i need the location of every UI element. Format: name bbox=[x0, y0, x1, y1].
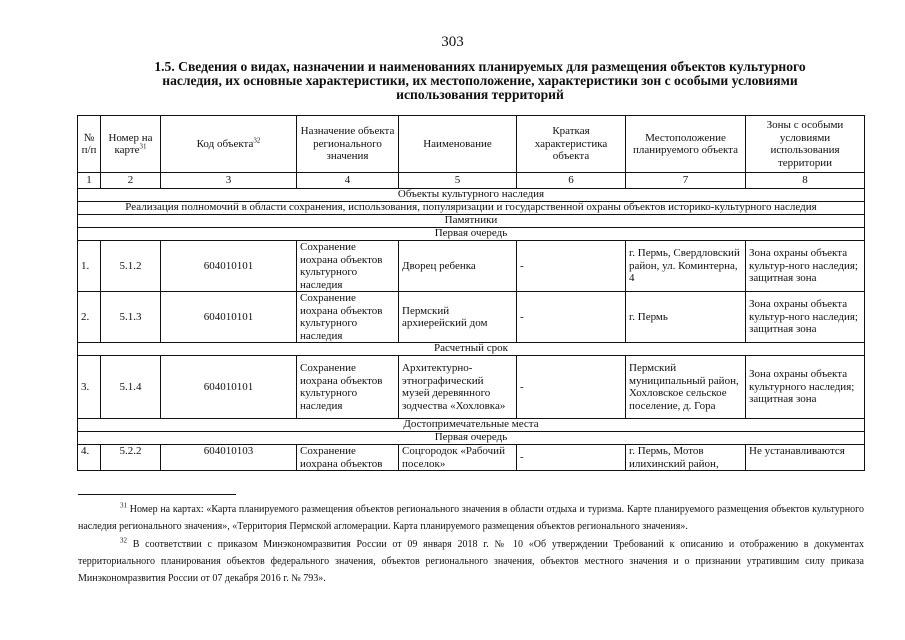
cell-num: 2. bbox=[78, 292, 101, 343]
band-row bbox=[78, 202, 865, 215]
column-number: 7 bbox=[626, 173, 746, 189]
cell-name: Соцгородок «Рабочий поселок» bbox=[399, 445, 517, 471]
cell-code: 604010103 bbox=[161, 445, 297, 471]
cell-zone: Не устанавливаются bbox=[746, 445, 865, 471]
cell-purpose: Сохранение иохрана объектов bbox=[297, 445, 399, 471]
header-location: Местоположение планируемого объекта bbox=[626, 116, 746, 173]
cell-purpose: Сохранение иохрана объектов культурного наследия bbox=[297, 241, 399, 292]
cell-purpose: Сохранение иохрана объектов культурного наследия bbox=[297, 292, 399, 343]
column-number: 3 bbox=[161, 173, 297, 189]
footnote: $^{31}$ Номер на картах: «Карта планируемого размещения объектов регионального значения в области отдыха и туризма. Карте планируемого размещения объектов культурного наследия регионального значения», «Территория Пермской агломерации. Карта планируемого размещения объектов регионального значения». bbox=[78, 501, 864, 532]
footnote-marker: 31 bbox=[120, 501, 127, 510]
cell-code: 604010101 bbox=[161, 292, 297, 343]
page-number: 303 bbox=[441, 34, 464, 50]
band-first-stage-2: Первая очередь bbox=[78, 432, 865, 445]
band-row bbox=[78, 432, 865, 445]
cell-map: 5.2.2 bbox=[101, 445, 161, 471]
header-name: Наименование bbox=[399, 116, 517, 173]
cell-code: 604010101 bbox=[161, 356, 297, 419]
header-brief: Краткая характеристика объекта bbox=[517, 116, 626, 173]
column-number: 6 bbox=[517, 173, 626, 189]
column-number: 8 bbox=[746, 173, 865, 189]
cell-num: 4. bbox=[78, 445, 101, 471]
column-number: 2 bbox=[101, 173, 161, 189]
cell-num: 3. bbox=[78, 356, 101, 419]
cell-purpose: Сохранение иохрана объектов культурного наследия bbox=[297, 356, 399, 419]
band-monuments: Памятники bbox=[78, 215, 865, 228]
cell-zone: Зона охраны объекта культурного наследия; защитная зона bbox=[746, 356, 865, 419]
band-row bbox=[78, 189, 865, 202]
cell-code: 604010101 bbox=[161, 241, 297, 292]
table-row bbox=[78, 445, 865, 471]
footnote-ref: 31 bbox=[139, 142, 147, 151]
footnote: $^{32}$ В соответствии с приказом Минэкономразвития России от 09 января 2018 г. № 10 «Об утверждении Требований к описанию и отображению в документах территориального планирования объектов федерального значения, объектов регионального значения, объектов местного значения и о признании утратившим силу приказа Минэкономразвития России от 07 декабря 2016 г. № 793». bbox=[78, 536, 864, 584]
cell-num: 1. bbox=[78, 241, 101, 292]
column-number: 4 bbox=[297, 173, 399, 189]
band-row bbox=[78, 228, 865, 241]
band-row bbox=[78, 215, 865, 228]
header-num: № п/п bbox=[78, 116, 101, 173]
band-landmarks: Достопримечательные места bbox=[78, 419, 865, 432]
cell-location: г. Пермь, Мотов илихинский район, bbox=[626, 445, 746, 471]
table-row bbox=[78, 356, 865, 419]
cell-map: 5.1.3 bbox=[101, 292, 161, 343]
band-realization: Реализация полномочий в области сохранения, использования, популяризации и государственной охраны объектов историко-культурного наследия bbox=[78, 202, 865, 215]
section-title-line: 1.5. Сведения о видах, назначении и наименованиях планируемых для размещения объектов культурного bbox=[154, 59, 806, 74]
header-map-number: Номер на карте$^{31}$ bbox=[101, 116, 161, 173]
column-number: 1 bbox=[78, 173, 101, 189]
cell-location: Пермский муниципальный район, Хохловское сельское поселение, д. Гора bbox=[626, 356, 746, 419]
header-zones: Зоны с особыми условиями использования территории bbox=[746, 116, 865, 173]
footnotes bbox=[78, 501, 864, 588]
footnote-ref: 32 bbox=[253, 136, 261, 145]
cell-name: Дворец ребенка bbox=[399, 241, 517, 292]
band-first-stage: Первая очередь bbox=[78, 228, 865, 241]
header-purpose: Назначение объекта регионального значения bbox=[297, 116, 399, 173]
table-row bbox=[78, 241, 865, 292]
cell-brief: - bbox=[517, 241, 626, 292]
cell-brief: - bbox=[517, 445, 626, 471]
footnote-marker: 32 bbox=[120, 536, 127, 545]
band-estimated-term: Расчетный срок bbox=[78, 343, 865, 356]
band-row bbox=[78, 419, 865, 432]
heritage-objects-table bbox=[77, 115, 865, 471]
cell-zone: Зона охраны объекта культур-ного наследия; защитная зона bbox=[746, 292, 865, 343]
cell-map: 5.1.2 bbox=[101, 241, 161, 292]
header-object-code: Код объекта$^{32}$ bbox=[161, 116, 297, 173]
cell-name: Архитектурно-этнографический музей деревянного зодчества «Хохловка» bbox=[399, 356, 517, 419]
cell-map: 5.1.4 bbox=[101, 356, 161, 419]
column-number: 5 bbox=[399, 173, 517, 189]
cell-zone: Зона охраны объекта культур-ного наследия; защитная зона bbox=[746, 241, 865, 292]
column-numbers-row bbox=[78, 173, 865, 189]
cell-location: г. Пермь, Свердловский район, ул. Коминтерна, 4 bbox=[626, 241, 746, 292]
cell-location: г. Пермь bbox=[626, 292, 746, 343]
cell-brief: - bbox=[517, 292, 626, 343]
band-objects: Объекты культурного наследия bbox=[78, 189, 865, 202]
section-title-line: наследия, их основные характеристики, их местоположение, характеристики зон с особыми условиями bbox=[162, 73, 798, 88]
band-row bbox=[78, 343, 865, 356]
footnote-divider bbox=[78, 494, 236, 495]
table-header-row bbox=[78, 116, 865, 173]
section-title-line: использования территорий bbox=[396, 87, 564, 102]
table-row bbox=[78, 292, 865, 343]
section-title bbox=[100, 60, 860, 102]
cell-brief: - bbox=[517, 356, 626, 419]
cell-name: Пермский архиерейский дом bbox=[399, 292, 517, 343]
